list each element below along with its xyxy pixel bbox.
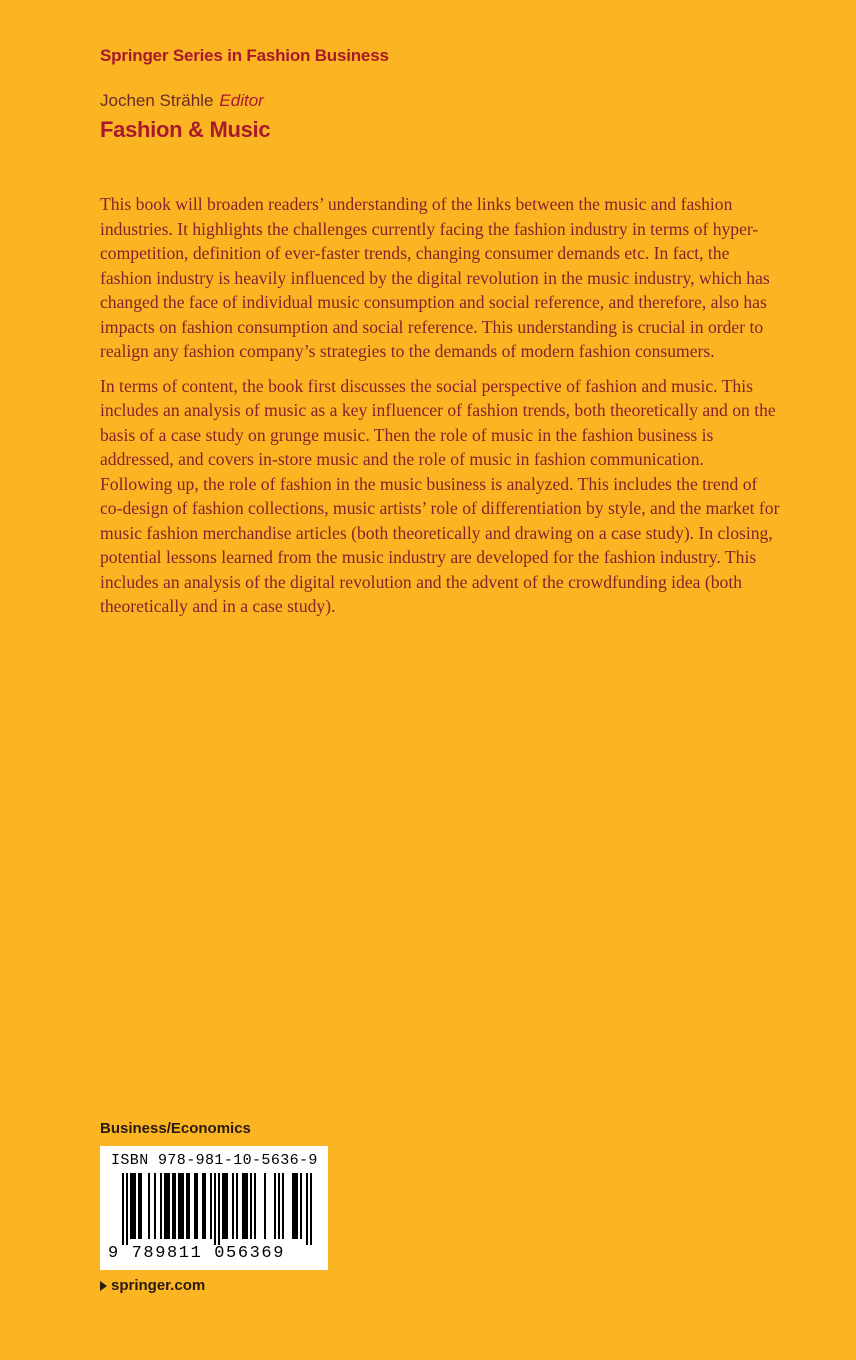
barcode-bar (174, 1173, 176, 1239)
barcode-bar (264, 1173, 266, 1239)
barcode-bar (130, 1173, 132, 1239)
isbn-label: ISBN 978-981-10-5636-9 (111, 1152, 318, 1169)
barcode-bar (306, 1173, 308, 1245)
editor-name: Jochen Strähle (100, 91, 214, 110)
barcode-bar (204, 1173, 206, 1239)
barcode-bar (232, 1173, 234, 1239)
barcode-bar (296, 1173, 298, 1239)
barcode-bar (274, 1173, 276, 1239)
barcode-bar (188, 1173, 190, 1239)
barcode-bar (196, 1173, 198, 1239)
barcode-bar (210, 1173, 212, 1239)
barcode-bar (236, 1173, 238, 1239)
barcode-bar (148, 1173, 150, 1239)
barcode-bar (126, 1173, 128, 1245)
category-label: Business/Economics (100, 1120, 251, 1137)
barcode-bar (138, 1173, 140, 1239)
barcode-bar (242, 1173, 244, 1239)
barcode-bar (140, 1173, 142, 1239)
barcode-bar (310, 1173, 312, 1245)
blurb-paragraph: This book will broaden readers’ understanding of the links between the music and fashion industries. It highlights the challenges currently facing the fashion industry in terms of hyper-competition, definition of ever-faster trends, changing consumer demands etc. In fact, the fashion industry is heavily influenced by the digital revolution in the music industry, which has changed the face of individual music consumption and social reference, and therefore, also has impacts on fashion consumption and social reference. This understanding is crucial in order to realign any fashion company’s strategies to the demands of modern fashion consumers. (100, 194, 770, 361)
series-title: Springer Series in Fashion Business (100, 46, 389, 65)
barcode-bar (218, 1173, 220, 1245)
barcode-bar (202, 1173, 204, 1239)
barcode-bar (178, 1173, 180, 1239)
barcode-bar (134, 1173, 136, 1239)
barcode-bar (254, 1173, 256, 1239)
barcode-bar (292, 1173, 294, 1239)
barcode-bar (180, 1173, 182, 1239)
barcode-bar (224, 1173, 226, 1239)
barcode-bar (182, 1173, 184, 1239)
barcode-bar (132, 1173, 134, 1239)
barcode-bar (222, 1173, 224, 1239)
barcode-bar (164, 1173, 166, 1239)
barcode (100, 1146, 328, 1270)
barcode-bar (186, 1173, 188, 1239)
barcode-bar (154, 1173, 156, 1239)
barcode-bar (278, 1173, 280, 1239)
barcode-bar (282, 1173, 284, 1239)
barcode-bar (226, 1173, 228, 1239)
triangle-arrow-icon (100, 1281, 107, 1291)
website-link[interactable] (100, 1277, 205, 1294)
barcode-bar (294, 1173, 296, 1239)
barcode-digits: 9 789811 056369 (108, 1244, 286, 1263)
barcode-bar (250, 1173, 252, 1239)
editor-line (100, 91, 264, 111)
blurb-paragraph: In terms of content, the book first discusses the social perspective of fashion and music. This includes an analysis of music as a key influencer of fashion trends, both theoretically and on the basis of a case study on grunge music. Then the role of music in the fashion business is addressed, and covers in-store music and the role of music in fashion communication. Following up, the role of fashion in the music business is analyzed. This includes the trend of co-design of fashion collections, music artists’ role of differentiation by style, and the market for music fashion merchandise articles (both theoretically and drawing on a case study). In closing, potential lessons learned from the music industry are developed for the fashion industry. This includes an analysis of the digital revolution and the advent of the crowdfunding idea (both theoretically and in a case study). (100, 375, 780, 616)
barcode-bar (300, 1173, 302, 1239)
editor-role: Editor (219, 91, 264, 110)
barcode-bar (160, 1173, 162, 1239)
barcode-bar (244, 1173, 246, 1239)
barcode-bar (214, 1173, 216, 1245)
barcode-bar (122, 1173, 124, 1245)
blurb (100, 192, 780, 629)
website-label: springer.com (111, 1277, 206, 1294)
barcode-bar (168, 1173, 170, 1239)
barcode-bar (194, 1173, 196, 1239)
barcode-bar (172, 1173, 174, 1239)
book-title: Fashion & Music (100, 117, 271, 142)
barcode-bar (166, 1173, 168, 1239)
barcode-bars (100, 1173, 328, 1245)
barcode-bar (246, 1173, 248, 1239)
